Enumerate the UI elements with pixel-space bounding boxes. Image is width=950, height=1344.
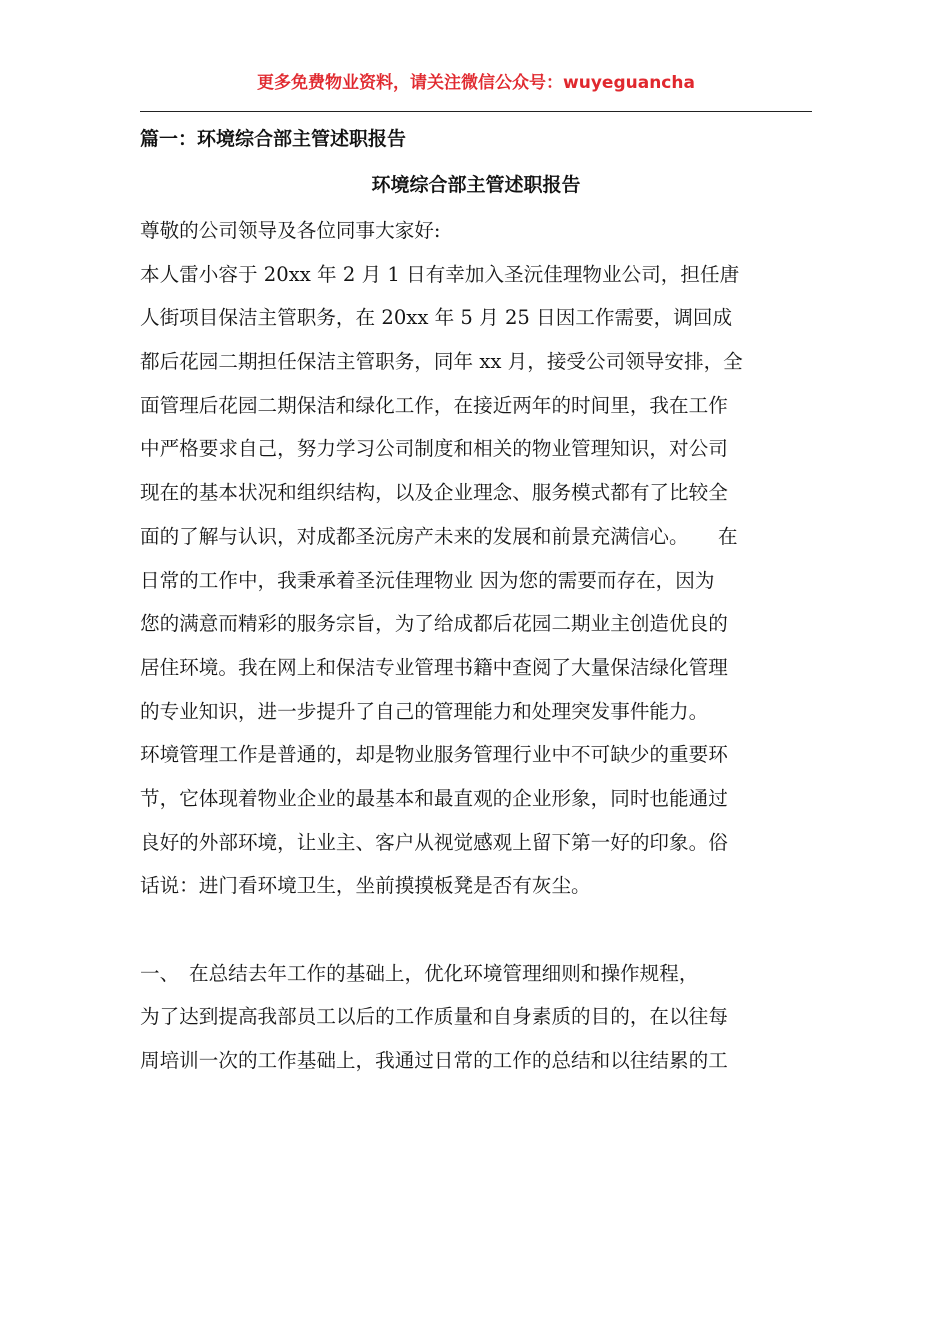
body-line: 都后花园二期担任保洁主管职务，同年 xx 月，接受公司领导安排，全	[140, 350, 743, 374]
body-line: 的专业知识，进一步提升了自己的管理能力和处理突发事件能力。	[140, 699, 709, 723]
blank-line	[140, 908, 812, 952]
body-line: 话说：进门看环境卫生，坐前摸摸板凳是否有灰尘。	[140, 874, 591, 898]
document-title: 环境综合部主管述职报告	[371, 174, 581, 196]
body-line: 一、 在总结去年工作的基础上，优化环境管理细则和操作规程，	[140, 961, 699, 985]
body-line: 周培训一次的工作基础上，我通过日常的工作的总结和以往结累的工	[140, 1049, 728, 1073]
body-line: 中严格要求自己，努力学习公司制度和相关的物业管理知识，对公司	[140, 437, 728, 461]
body-line: 本人雷小容于 20xx 年 2 月 1 日有幸加入圣沅佳理物业公司，担任唐	[140, 262, 740, 286]
body-line: 面管理后花园二期保洁和绿化工作，在接近两年的时间里，我在工作	[140, 393, 728, 417]
header-divider	[140, 111, 812, 112]
body-line: 居住环境。我在网上和保洁专业管理书籍中查阅了大量保洁绿化管理	[140, 655, 728, 679]
body-line: 尊敬的公司领导及各位同事大家好:	[140, 219, 441, 242]
header-banner: 更多免费物业资料，请关注微信公众号：wuyeguancha	[257, 73, 695, 93]
body-line: 人街项目保洁主管职务，在 20xx 年 5 月 25 日因工作需要，调回成	[140, 306, 733, 330]
section-heading: 篇一：环境综合部主管述职报告	[140, 128, 407, 150]
body-text	[140, 209, 812, 1083]
body-line: 您的满意而精彩的服务宗旨，为了给成都后花园二期业主创造优良的	[140, 612, 728, 636]
body-line: 良好的外部环境，让业主、客户从视觉感观上留下第一好的印象。俗	[140, 830, 728, 854]
body-line: 环境管理工作是普通的，却是物业服务管理行业中不可缺少的重要环	[140, 743, 728, 767]
body-line: 节，它体现着物业企业的最基本和最直观的企业形象，同时也能通过	[140, 786, 728, 810]
body-line: 面的了解与认识，对成都圣沅房产未来的发展和前景充满信心。 在	[140, 524, 738, 548]
body-line: 现在的基本状况和组织结构，以及企业理念、服务模式都有了比较全	[140, 481, 728, 505]
body-line: 为了达到提高我部员工以后的工作质量和自身素质的目的，在以往每	[140, 1005, 728, 1029]
body-line: 日常的工作中，我秉承着圣沅佳理物业 因为您的需要而存在，因为	[140, 568, 715, 592]
